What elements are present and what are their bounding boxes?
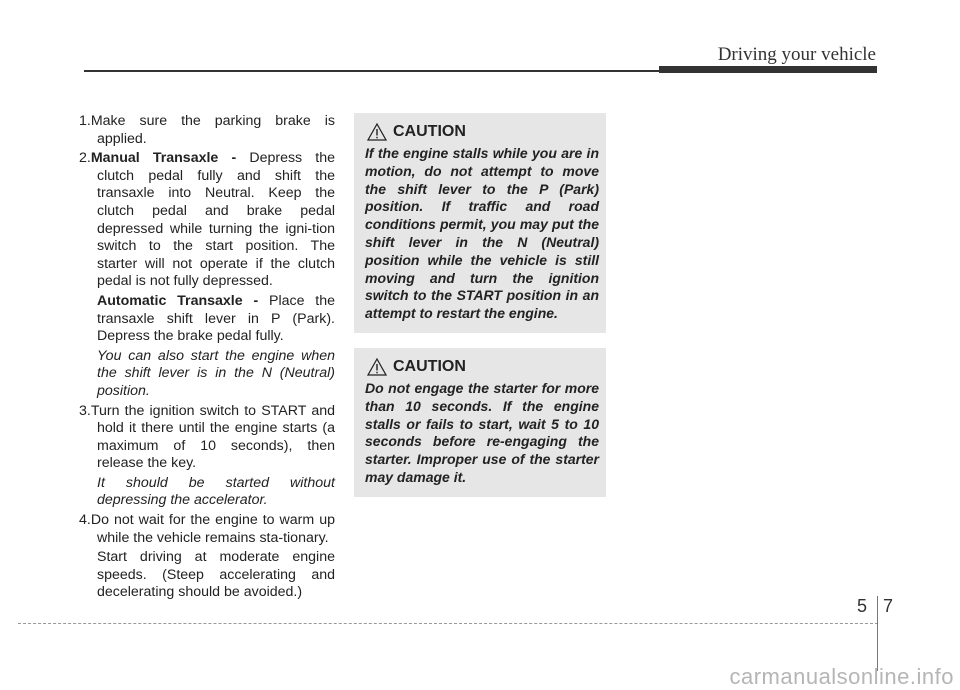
step-bold-label: Manual Transaxle - [90, 150, 237, 167]
caution-title: CAUTION [393, 358, 466, 375]
footer-dashed-rule [18, 623, 878, 624]
step-text: Make sure the parking brake is applied. [90, 113, 335, 147]
page-header-title: Driving your vehicle [717, 44, 876, 65]
auto-bold-label: Automatic Transaxle - [97, 292, 259, 309]
page-number: 7 [883, 596, 894, 616]
step-number: 1. [79, 113, 91, 129]
footer-divider [877, 596, 878, 671]
caution-body: Do not engage the starter for more than 10 seconds. If the engine stalls or fails to start, wait 5 to 10 seconds before re-engaging the starter. Improper use of the starter may damage it. [365, 380, 599, 485]
caution-body: If the engine stalls while you are in motion, do not attempt to move the shift lever to the P (Park) position. If traffic and road conditions permit, you may put the shift lever in the N (Neutral) position while the vehicle is still moving and turn the ignition switch to the START position in an attempt to restart the engine. [365, 145, 599, 322]
step-text: Depress the clutch pedal fully and shift the transaxle into Neutral. Keep the clutch pedal and brake pedal depressed while turning the igni-tion switch to the start position. The starter will not operate if the clutch pedal is not fully depressed. [97, 150, 336, 290]
caution-header [365, 123, 599, 141]
chapter-number: 5 [857, 596, 868, 616]
caution-title: CAUTION [393, 123, 466, 140]
step-text: Do not wait for the engine to warm up while the vehicle remains sta-tionary. [90, 512, 335, 546]
header-rule [84, 70, 659, 72]
caution-box-starter [354, 348, 606, 497]
step-number: 2. [79, 150, 91, 167]
instructions-column [79, 113, 335, 604]
step-number: 4. [79, 512, 91, 529]
driving-speed-paragraph: Start driving at moderate engine speeds. (Steep accelerating and decelerating should be avoided.) [97, 549, 335, 601]
warning-triangle-icon [367, 358, 387, 376]
step-number: 3. [79, 402, 91, 419]
caution-header [365, 358, 599, 376]
neutral-note: You can also start the engine when the shift lever is in the N (Neutral) position. [97, 347, 335, 399]
automatic-transaxle-paragraph [97, 293, 335, 346]
step-4 [79, 512, 335, 547]
watermark: carmanualsonline.info [729, 664, 954, 689]
step-3 [79, 403, 335, 473]
warning-triangle-icon [367, 123, 387, 141]
accelerator-note: It should be started without depressing the accelerator. [97, 474, 335, 509]
step-1 [79, 113, 335, 148]
auto-text: Place the transaxle shift lever in P (Park). Depress the brake pedal fully. [97, 292, 335, 345]
caution-box-stall [354, 113, 606, 333]
header-bar [659, 66, 877, 73]
step-text: Turn the ignition switch to START and hold it there until the engine starts (a maximum of 10 seconds), then release the key. [90, 402, 335, 472]
step-2 [79, 150, 335, 291]
